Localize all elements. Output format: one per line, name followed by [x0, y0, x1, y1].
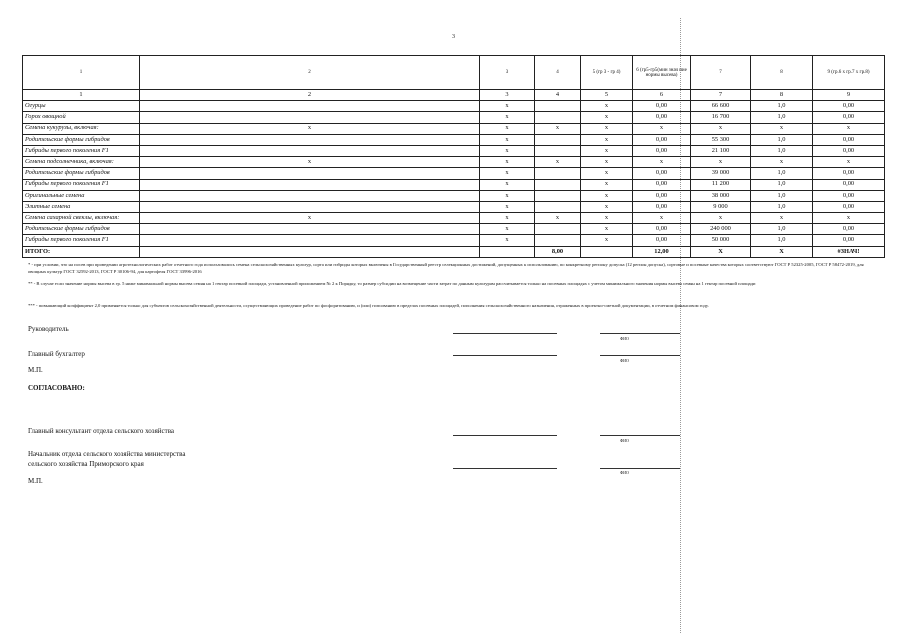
- table-cell: 0,00: [633, 179, 691, 190]
- subsidy-table: [22, 55, 885, 258]
- table-cell: [535, 134, 581, 145]
- table-cell: 0,00: [633, 190, 691, 201]
- number-cell: 2: [140, 90, 480, 101]
- table-cell: x: [480, 145, 535, 156]
- table-cell: 0,00: [633, 168, 691, 179]
- table-cell: 0,00: [813, 190, 885, 201]
- table-cell: x: [480, 134, 535, 145]
- header-cell: 3: [480, 56, 535, 90]
- header-cell: 7: [691, 56, 751, 90]
- footnote-2: ** - В случае если значение нормы высева в гр. 5 ниже минимальной нормы высева семян на 1 гектар посевной площади, установленной приложением № 2 к Порядку, то размер субсидии на возмещение части затрат по данным культурам рассчитывается только на посевных площадях с учетом минимального значения нормы высева семян на 1 гектар посевной площади: [28, 281, 756, 286]
- table-cell: 0,00: [813, 168, 885, 179]
- table-cell: x: [480, 168, 535, 179]
- table-row: [23, 190, 885, 201]
- table-cell: 21 100: [691, 145, 751, 156]
- number-cell: 3: [480, 90, 535, 101]
- header-cell: 5 (гр 3 - гр 4): [581, 56, 633, 90]
- table-row: [23, 201, 885, 212]
- table-cell: 0,00: [813, 101, 885, 112]
- table-cell: [140, 179, 480, 190]
- row-name-cell: Родительские формы гибридов: [23, 168, 140, 179]
- table-cell: 1,0: [751, 145, 813, 156]
- table-cell: [535, 168, 581, 179]
- table-cell: x: [581, 134, 633, 145]
- agreed-heading: СОГЛАСОВАНО:: [28, 384, 85, 392]
- table-cell: 55 300: [691, 134, 751, 145]
- table-row: [23, 179, 885, 190]
- table-cell: 0,00: [633, 235, 691, 246]
- number-cell: 6: [633, 90, 691, 101]
- header-cell: 6 (гр5-гр5(мин знач ние нормы высева): [633, 56, 691, 90]
- table-cell: x: [140, 213, 480, 224]
- row-name-cell: ИТОГО:: [23, 246, 140, 257]
- table-cell: x: [581, 224, 633, 235]
- table-cell: x: [535, 213, 581, 224]
- row-name-cell: Семена кукурузы, включая:: [23, 123, 140, 134]
- table-row: [23, 101, 885, 112]
- table-cell: #ЗНАЧ!: [813, 246, 885, 257]
- stamp-label: М.П.: [28, 477, 43, 485]
- row-name-cell: Гибриды первого поколения F1: [23, 235, 140, 246]
- signature-line: [453, 333, 557, 334]
- table-cell: 240 000: [691, 224, 751, 235]
- table-cell: x: [633, 157, 691, 168]
- table-cell: 38 000: [691, 190, 751, 201]
- signature-line: [453, 355, 557, 356]
- table-cell: 0,00: [633, 201, 691, 212]
- table-cell: x: [751, 123, 813, 134]
- table-cell: 1,0: [751, 112, 813, 123]
- table-row: [23, 134, 885, 145]
- table-cell: x: [480, 112, 535, 123]
- table-cell: [140, 134, 480, 145]
- table-cell: 1,0: [751, 168, 813, 179]
- table-cell: [140, 246, 480, 257]
- fio-caption: ФИО: [620, 358, 629, 363]
- fio-caption: ФИО: [620, 470, 629, 475]
- chief-label-line2: сельского хозяйства Приморского края: [28, 460, 144, 468]
- table-cell: 0,00: [633, 145, 691, 156]
- number-cell: 9: [813, 90, 885, 101]
- table-cell: x: [480, 101, 535, 112]
- accountant-label: Главный бухгалтер: [28, 350, 85, 358]
- table-cell: [535, 224, 581, 235]
- header-cell: 9 (гр.6 х гр.7 х гр.8): [813, 56, 885, 90]
- table-cell: 0,00: [633, 101, 691, 112]
- footnote-1: * - при условии, что на посев при проведении агротехнологических работ отчетного года использовались семена сельскохозяйственных культур, сорта или гибриды которых включены в Государственный реестр селекционных достижений, допущенных к использованию, по конкретному региону допуска (12 регион допуска), сортовые и посевные качества которых соответствуют ГОСТ Р 52325-2005, ГОСТ Р 58472-2019, для овощных культур ГОСТ 32592-2013, ГОСТ Р 30106-94, для картофеля ГОСТ 33996-2016: [28, 262, 864, 274]
- table-cell: [140, 235, 480, 246]
- name-line: [600, 435, 680, 436]
- table-cell: 0,00: [633, 112, 691, 123]
- fio-caption: ФИО: [620, 438, 629, 443]
- table-cell: x: [581, 145, 633, 156]
- table-cell: x: [581, 179, 633, 190]
- table-header-row: [23, 56, 885, 90]
- table-cell: 8,00: [535, 246, 581, 257]
- table-cell: X: [691, 246, 751, 257]
- table-cell: x: [581, 235, 633, 246]
- table-cell: 9 000: [691, 201, 751, 212]
- table-row: [23, 168, 885, 179]
- table-cell: 66 600: [691, 101, 751, 112]
- table-cell: x: [751, 157, 813, 168]
- table-cell: 0,00: [813, 179, 885, 190]
- table-cell: x: [691, 157, 751, 168]
- table-cell: x: [581, 101, 633, 112]
- table-row: [23, 145, 885, 156]
- table-cell: 1,0: [751, 201, 813, 212]
- signature-line: [453, 435, 557, 436]
- row-name-cell: Семена подсолнечника, включая:: [23, 157, 140, 168]
- table-cell: 1,0: [751, 101, 813, 112]
- name-line: [600, 355, 680, 356]
- number-cell: 1: [23, 90, 140, 101]
- consultant-label: Главный консультант отдела сельского хозяйства: [28, 427, 175, 435]
- table-cell: x: [813, 123, 885, 134]
- table-cell: x: [140, 123, 480, 134]
- table-cell: x: [633, 123, 691, 134]
- number-cell: 8: [751, 90, 813, 101]
- table-cell: x: [480, 190, 535, 201]
- table-cell: 0,00: [813, 224, 885, 235]
- table-cell: 50 000: [691, 235, 751, 246]
- table-cell: [140, 168, 480, 179]
- table-cell: [535, 179, 581, 190]
- row-name-cell: Семена сахарной свеклы, включая:: [23, 213, 140, 224]
- table-cell: x: [581, 190, 633, 201]
- table-cell: [535, 201, 581, 212]
- footnote-3: *** - повышающий коэффициент 2,0 применяется только для субъектов сельскохозяйственной деятельности, осуществляющих проведение работ по фосфоритованию, и (или) гипсованию в пределах посевных площадей, пополнения сельскохозяйственного назначения, отраженных в проектно-сметной документации, в отчетном финансовом году.: [28, 303, 709, 308]
- number-cell: 4: [535, 90, 581, 101]
- row-name-cell: Родительские формы гибридов: [23, 224, 140, 235]
- header-cell: 2: [140, 56, 480, 90]
- table-cell: [140, 101, 480, 112]
- table-cell: x: [480, 213, 535, 224]
- table-cell: [535, 190, 581, 201]
- table-cell: x: [581, 123, 633, 134]
- table-cell: x: [581, 157, 633, 168]
- table-cell: x: [480, 224, 535, 235]
- chief-label-line1: Начальник отдела сельского хозяйства министерства: [28, 450, 186, 458]
- table-cell: 1,0: [751, 224, 813, 235]
- total-row: [23, 246, 885, 257]
- table-cell: X: [751, 246, 813, 257]
- table-cell: x: [633, 213, 691, 224]
- table-cell: [140, 145, 480, 156]
- table-cell: [480, 246, 535, 257]
- table-cell: [535, 112, 581, 123]
- table-cell: x: [581, 168, 633, 179]
- row-name-cell: Гибриды первого поколения F1: [23, 145, 140, 156]
- table-cell: 0,00: [633, 224, 691, 235]
- row-name-cell: Огурцы: [23, 101, 140, 112]
- table-cell: 1,0: [751, 235, 813, 246]
- table-cell: 39 000: [691, 168, 751, 179]
- table-cell: 0,00: [813, 145, 885, 156]
- header-cell: 4: [535, 56, 581, 90]
- table-cell: [140, 112, 480, 123]
- row-name-cell: Элитные семена: [23, 201, 140, 212]
- table-cell: x: [581, 201, 633, 212]
- table-cell: 16 700: [691, 112, 751, 123]
- table-cell: 0,00: [813, 201, 885, 212]
- row-name-cell: Оригинальные семена: [23, 190, 140, 201]
- table-cell: x: [691, 123, 751, 134]
- table-cell: x: [480, 201, 535, 212]
- table-cell: [140, 201, 480, 212]
- table-row: [23, 235, 885, 246]
- table-cell: x: [480, 235, 535, 246]
- table-cell: x: [535, 157, 581, 168]
- page-number: 3: [452, 34, 455, 40]
- table-cell: 1,0: [751, 134, 813, 145]
- table-cell: x: [813, 157, 885, 168]
- table-cell: 1,0: [751, 190, 813, 201]
- table-row: [23, 112, 885, 123]
- table-cell: x: [480, 123, 535, 134]
- name-line: [600, 468, 680, 469]
- head-label: Руководитель: [28, 325, 69, 333]
- table-cell: x: [581, 112, 633, 123]
- column-number-row: [23, 90, 885, 101]
- table-cell: [535, 235, 581, 246]
- table-cell: 0,00: [813, 134, 885, 145]
- table-cell: x: [480, 157, 535, 168]
- header-cell: 1: [23, 56, 140, 90]
- table-cell: [581, 246, 633, 257]
- table-row: [23, 123, 885, 134]
- table-row: [23, 213, 885, 224]
- table-cell: 0,00: [813, 235, 885, 246]
- table-row: [23, 157, 885, 168]
- fio-caption: ФИО: [620, 336, 629, 341]
- table-cell: x: [140, 157, 480, 168]
- number-cell: 7: [691, 90, 751, 101]
- signature-line: [453, 468, 557, 469]
- table-cell: x: [813, 213, 885, 224]
- table-cell: 0,00: [813, 112, 885, 123]
- table-cell: 0,00: [633, 134, 691, 145]
- table-cell: [535, 145, 581, 156]
- table-cell: 11 200: [691, 179, 751, 190]
- table-cell: [140, 224, 480, 235]
- name-line: [600, 333, 680, 334]
- table-cell: 1,0: [751, 179, 813, 190]
- table-cell: x: [751, 213, 813, 224]
- row-name-cell: Родительские формы гибридов: [23, 134, 140, 145]
- table-cell: x: [480, 179, 535, 190]
- table-cell: 12,00: [633, 246, 691, 257]
- table-cell: x: [535, 123, 581, 134]
- stamp-label: М.П.: [28, 366, 43, 374]
- header-cell: 8: [751, 56, 813, 90]
- number-cell: 5: [581, 90, 633, 101]
- table-cell: [140, 190, 480, 201]
- table-row: [23, 224, 885, 235]
- row-name-cell: Гибриды первого поколения F1: [23, 179, 140, 190]
- table-cell: x: [691, 213, 751, 224]
- row-name-cell: Горох овощной: [23, 112, 140, 123]
- table-cell: [535, 101, 581, 112]
- table-cell: x: [581, 213, 633, 224]
